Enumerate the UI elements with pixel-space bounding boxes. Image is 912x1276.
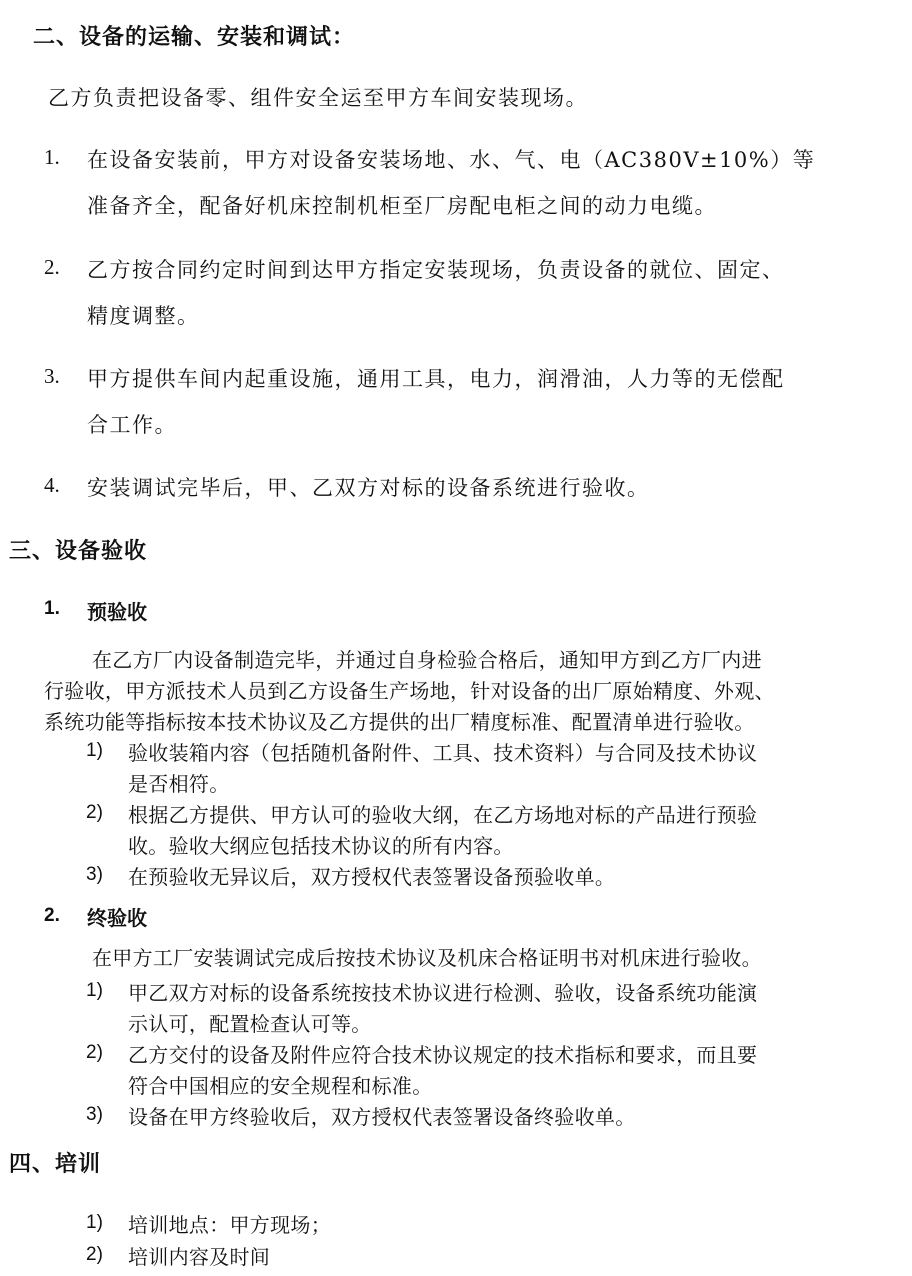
paragraph-line: 系统功能等指标按本技术协议及乙方提供的出厂精度标准、配置清单进行验收。 [44, 710, 755, 734]
transport-intro: 乙方负责把设备零、组件安全运至甲方车间安装现场。 [48, 86, 588, 110]
item-line: 合工作。 [87, 413, 177, 437]
paragraph-line: 在乙方厂内设备制造完毕，并通过自身检验合格后，通知甲方到乙方厂内进 [92, 648, 762, 672]
item-number: 1. [44, 145, 60, 169]
list-line: 甲乙双方对标的设备系统按技术协议进行检测、验收，设备系统功能演 [128, 981, 758, 1005]
list-line: 根据乙方提供、甲方认可的验收大纲，在乙方场地对标的产品进行预验 [128, 803, 758, 827]
subsection-title-pre-acceptance: 预验收 [87, 600, 147, 624]
list-number: 1) [86, 1212, 103, 1233]
item-number: 2. [44, 255, 60, 279]
list-number: 1) [86, 980, 103, 1001]
subsection-title-final-acceptance: 终验收 [87, 906, 147, 930]
item-line: 甲方提供车间内起重设施，通用工具，电力，润滑油，人力等的无偿配 [87, 367, 785, 391]
section-heading-transport: 二、设备的运输、安装和调试： [33, 24, 356, 50]
list-line: 在预验收无异议后，双方授权代表签署设备预验收单。 [128, 865, 616, 889]
list-line: 收。验收大纲应包括技术协议的所有内容。 [128, 834, 514, 858]
list-number: 1) [86, 740, 103, 761]
item-line: 准备齐全，配备好机床控制机柜至厂房配电柜之间的动力电缆。 [87, 194, 717, 218]
paragraph-line: 行验收，甲方派技术人员到乙方设备生产场地，针对设备的出厂原始精度、外观、 [44, 679, 775, 703]
list-line: 乙方交付的设备及附件应符合技术协议规定的技术指标和要求，而且要 [128, 1043, 758, 1067]
subsection-number: 2. [44, 905, 60, 926]
list-line: 培训内容及时间 [128, 1245, 271, 1269]
list-line: 验收装箱内容（包括随机备附件、工具、技术资料）与合同及技术协议 [128, 741, 758, 765]
item-line: 安装调试完毕后，甲、乙双方对标的设备系统进行验收。 [87, 476, 650, 500]
subsection-number: 1. [44, 598, 60, 619]
item-number: 4. [44, 473, 60, 497]
item-number: 3. [44, 364, 60, 388]
list-line: 设备在甲方终验收后，双方授权代表签署设备终验收单。 [128, 1105, 636, 1129]
section-heading-training: 四、培训 [9, 1151, 102, 1177]
list-line: 是否相符。 [128, 772, 230, 796]
list-number: 2) [86, 1042, 103, 1063]
section-heading-acceptance: 三、设备验收 [9, 538, 148, 564]
list-line: 符合中国相应的安全规程和标准。 [128, 1074, 433, 1098]
item-line: 在设备安装前，甲方对设备安装场地、水、气、电（AC380V±10%）等 [87, 148, 816, 172]
list-line: 示认可，配置检查认可等。 [128, 1012, 372, 1036]
item-line: 精度调整。 [87, 304, 200, 328]
paragraph-line: 在甲方工厂安装调试完成后按技术协议及机床合格证明书对机床进行验收。 [92, 946, 762, 970]
item-line: 乙方按合同约定时间到达甲方指定安装现场，负责设备的就位、固定、 [87, 258, 785, 282]
list-number: 3) [86, 864, 103, 885]
list-number: 2) [86, 802, 103, 823]
list-number: 2) [86, 1244, 103, 1265]
list-number: 3) [86, 1104, 103, 1125]
list-line: 培训地点：甲方现场； [128, 1213, 331, 1237]
